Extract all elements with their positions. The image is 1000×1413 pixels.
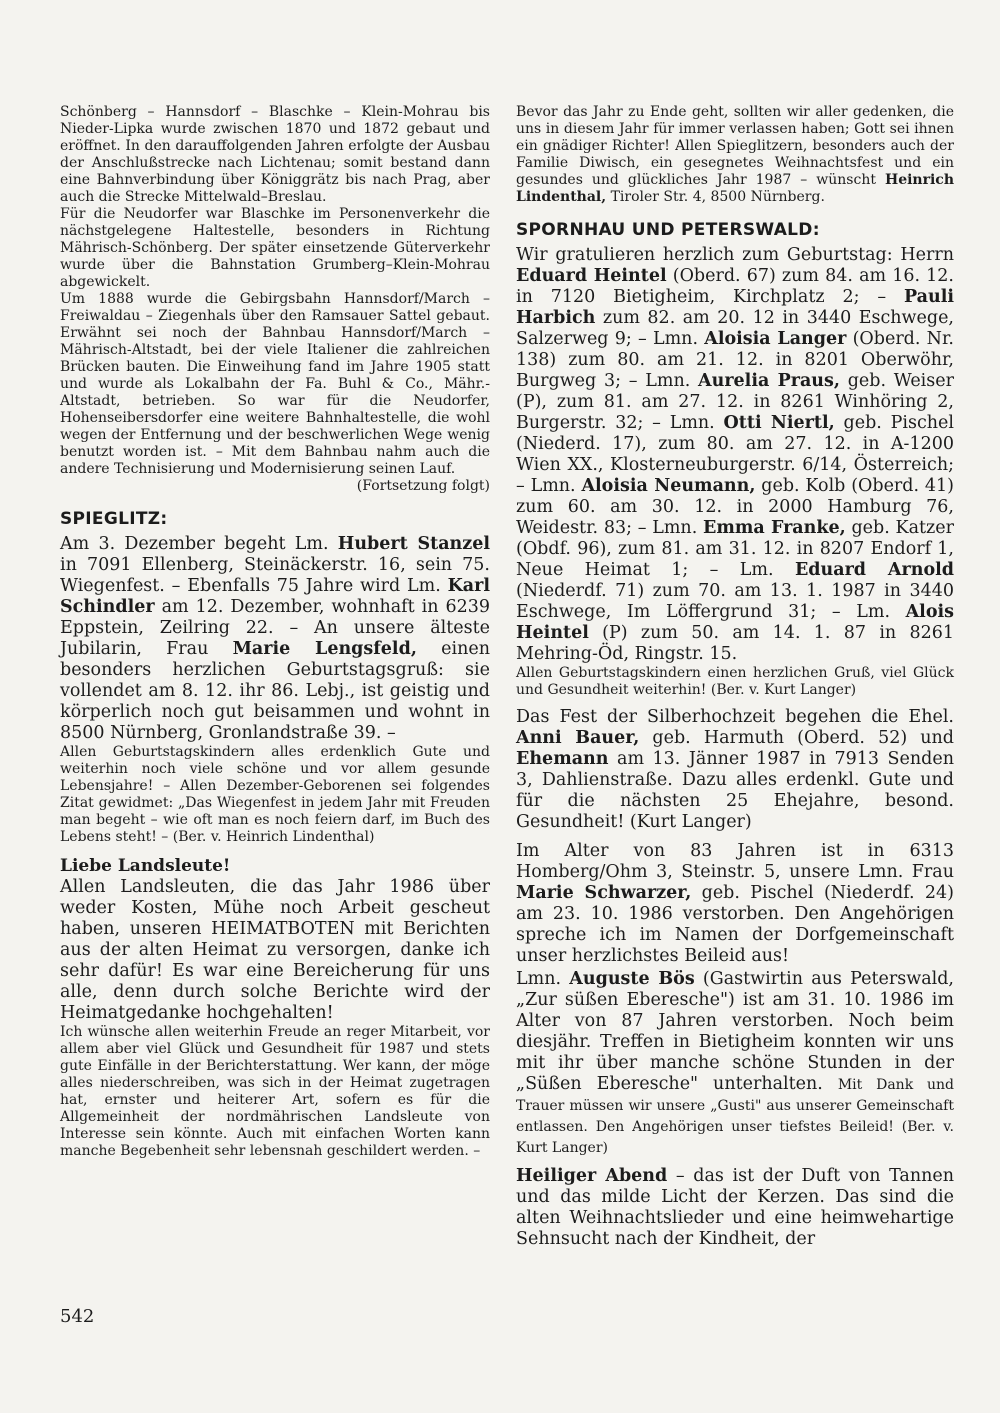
person-name: Ehemann (516, 749, 609, 769)
person-name: Eduard Arnold (794, 560, 954, 580)
right-column (516, 104, 954, 1250)
paragraph: Schönberg – Hannsdorf – Blaschke – Klein-Mohrau bis Nieder-Lipka wurde zwischen 1870 und 1872 gebaut und eröffnet. In den darauffolgenden Jahren erfolgte der Ausbau der Anschlußstrecke nach Lichtenau; somit bestand dann eine Bahnverbindung über Königgrätz bis nach Prag, aber auch die Strecke Mittelwald–Breslau. (60, 104, 490, 205)
person-name: Alois Heintel (516, 602, 954, 643)
page-number: 542 (60, 1306, 95, 1327)
paragraph: Allen Geburtstagskindern einen herzlichen Gruß, viel Glück und Gesundheit weiterhin! (Ber. v. Kurt Langer) (516, 665, 954, 698)
paragraph: Lmn. Auguste Bös (Gastwirtin aus Peterswald, „Zur süßen Eberesche") ist am 31. 10. 1986 im Alter von 87 Jahren verstorben. Noch beim diesjähr. Treffen in Bietigheim konnten wir uns mit ihr über manche schöne Stunden in der „Süßen Eberesche" unterhalten. Mit Dank und Trauer müssen wir unsere „Gusti" aus unserer Gemeinschaft entlassen. Den Angehörigen unser tiefstes Beileid! (Ber. v. Kurt Langer) (516, 969, 955, 1156)
person-name: Aloisia Langer (704, 329, 847, 349)
paragraph: Im Alter von 83 Jahren ist in 6313 Homberg/Ohm 3, Steinstr. 5, unsere Lmn. Frau Marie Schwarzer, geb. Pischel (Niederdf. 24) am 23. 10. 1986 verstorben. Den Angehörigen spreche ich im Namen der Dorfgemeinschaft unser herzlichstes Beileid aus! (516, 841, 954, 966)
person-name: Marie Schwarzer, (516, 883, 692, 903)
paragraph: Ich wünsche allen weiterhin Freude an reger Mitarbeit, vor allem aber viel Glück und Gesundheit für 1987 und stets gute Einfälle in der Berichterstattung. Wer kann, der möge alles niederschreiben, was sich in der Heimat zugetragen hat, ernster und heiterer Art, sofern es für die Allgemeinheit der nordmährischen Landsleute von Interesse sein könnte. Auch mit einfachen Worten kann manche Begebenheit sehr lebensnah geschildert werden. – (60, 1024, 490, 1159)
paragraph: Am 3. Dezember begeht Lm. Hubert Stanzel in 7091 Ellenberg, Steinäckerstr. 16, sein 75. Wiegenfest. – Ebenfalls 75 Jahre wird Lm. Karl Schindler am 12. Dezember, wohnhaft in 6239 Eppstein, Zeilring 22. – An unsere älteste Jubilarin, Frau Marie Lengsfeld, einen besonders herzlichen Geburtstagsgruß: sie vollendet am 8. 12. ihr 86. Lebj., ist geistig und körperlich noch gut beisammen und wohnt in 8500 Nürnberg, Gronlandstraße 39. – (60, 534, 490, 743)
person-name: Marie Lengsfeld, (232, 639, 417, 659)
person-name: Aurelia Praus, (698, 371, 840, 391)
subheading-liebe-landsleute: Liebe Landsleute! (60, 856, 231, 876)
paragraph: Wir gratulieren herzlich zum Geburtstag: Herrn Eduard Heintel (Oberd. 67) zum 84. am 16. 12. in 7120 Bietigheim, Kirchplatz 2; – Pauli Harbich zum 82. am 20. 12 in 3440 Eschwege, Salzerweg 9; – Lmn. Aloisia Langer (Oberd. Nr. 138) zum 80. am 21. 12. in 8201 Oberwöhr, Burgweg 3; – Lmn. Aurelia Praus, geb. Weiser (P), zum 81. am 27. 12. in 8261 Winhöring 2, Burgerstr. 32; – Lmn. Otti Niertl, geb. Pischel (Niederd. 17), zum 80. am 27. 12. in A-1200 Wien XX., Klosterneuburgerstr. 6/14, Österreich; – Lmn. Aloisia Neumann, geb. Kolb (Oberd. 41) zum 60. am 30. 12. in 2000 Hamburg 76, Weidestr. 83; – Lmn. Emma Franke, geb. Katzer (Obdf. 96), zum 81. am 31. 12. in 8207 Endorf 1, Neue Heimat 1; – Lm. Eduard Arnold (Niederdf. 71) zum 70. am 13. 1. 1987 in 3440 Eschwege, Im Löffergrund 31; – Lm. Alois Heintel (P) zum 50. am 14. 1. 87 in 8261 Mehring-Öd, Ringstr. 15. (516, 245, 954, 664)
person-name: Auguste Bös (569, 969, 695, 989)
lead-phrase: Heiliger Abend (516, 1166, 668, 1186)
section-heading-spieglitz: SPIEGLITZ: (60, 509, 168, 529)
person-name: Heinrich Lindenthal, (516, 172, 954, 205)
paragraph: Um 1888 wurde die Gebirgsbahn Hannsdorf/March – Freiwaldau – Ziegenhals über den Ramsauer Sattel gebaut. Erwähnt sei noch der Bahnbau Hannsdorf/March – Mährisch-Altstadt, bei der viele Italiener die zahlreichen Brücken bauten. Die Einweihung fand im Jahre 1905 statt und wurde als Lokalbahn der Fa. Buhl & Co., Mähr.-Altstadt, betrieben. So war für die Neudorfer, Hohenseibersdorfer eine weitere Bahnhaltestelle, die wohl wegen der Entfernung und der beschwerlichen Wege wenig benutzt worden ist. – Mit dem Bahnbau nahm auch die andere Technisierung und Modernisierung seinen Lauf. (60, 291, 490, 477)
person-name: Emma Franke, (702, 518, 846, 538)
person-name: Eduard Heintel (516, 266, 667, 286)
paragraph: Allen Geburtstagskindern alles erdenklich Gute und weiterhin noch viele schöne und vor allem gesunde Lebensjahre! – Allen Dezember-Geborenen sei folgendes Zitat gewidmet: „Das Wiegenfest in jedem Jahr mit Freuden man begeht – wie oft man es noch feiern darf, im Buch des Lebens steht! – (Ber. v. Heinrich Lindenthal) (60, 744, 490, 845)
paragraph: Allen Landsleuten, die das Jahr 1986 über weder Kosten, Mühe noch Arbeit gescheut haben, unseren HEIMATBOTEN mit Berichten aus der alten Heimat zu versorgen, danke ich sehr dafür! Es war eine Bereicherung für uns alle, denn durch solche Berichte wird der Heimatgedanke hochgehalten! (60, 877, 490, 1023)
person-name: Pauli Harbich (516, 287, 954, 328)
person-name: Anni Bauer, (516, 728, 640, 748)
left-column (60, 104, 490, 1160)
person-name: Aloisia Neumann, (581, 476, 756, 496)
paragraph: Das Fest der Silberhochzeit begehen die Ehel. Anni Bauer, geb. Harmuth (Oberd. 52) und Ehemann am 13. Jänner 1987 in 7913 Senden 3, Dahlienstraße. Dazu alles erdenkl. Gute und für die nächsten 25 Ehejahre, besond. Gesundheit! (Kurt Langer) (516, 707, 955, 832)
paragraph: Für die Neudorfer war Blaschke im Personenverkehr die nächstgelegene Haltestelle, besonders in Richtung Mährisch-Schönberg. Der später einsetzende Güterverkehr wurde über die Bahnstation Grumberg–Klein-Mohrau abgewickelt. (60, 206, 490, 290)
paragraph: Bevor das Jahr zu Ende geht, sollten wir aller gedenken, die uns in diesem Jahr für immer verlassen haben; Gott sei ihnen ein gnädiger Richter! Allen Spieglitzern, besonders auch der Familie Diwisch, ein gesegnetes Weihnachtsfest und ein gesundes und glückliches Jahr 1987 – wünscht Heinrich Lindenthal, Tiroler Str. 4, 8500 Nürnberg. (516, 104, 954, 205)
person-name: Otti Niertl, (723, 413, 835, 433)
person-name: Karl Schindler (60, 576, 490, 617)
section-heading-spornhau: SPORNHAU UND PETERSWALD: (516, 220, 820, 240)
person-name: Hubert Stanzel (337, 534, 490, 554)
paragraph: Heiliger Abend – das ist der Duft von Tannen und das milde Licht der Kerzen. Das sind die alten Weihnachtslieder und eine heimwehartige Sehnsucht nach der Kindheit, der (516, 1166, 955, 1249)
continuation-note: (Fortsetzung folgt) (356, 478, 490, 494)
